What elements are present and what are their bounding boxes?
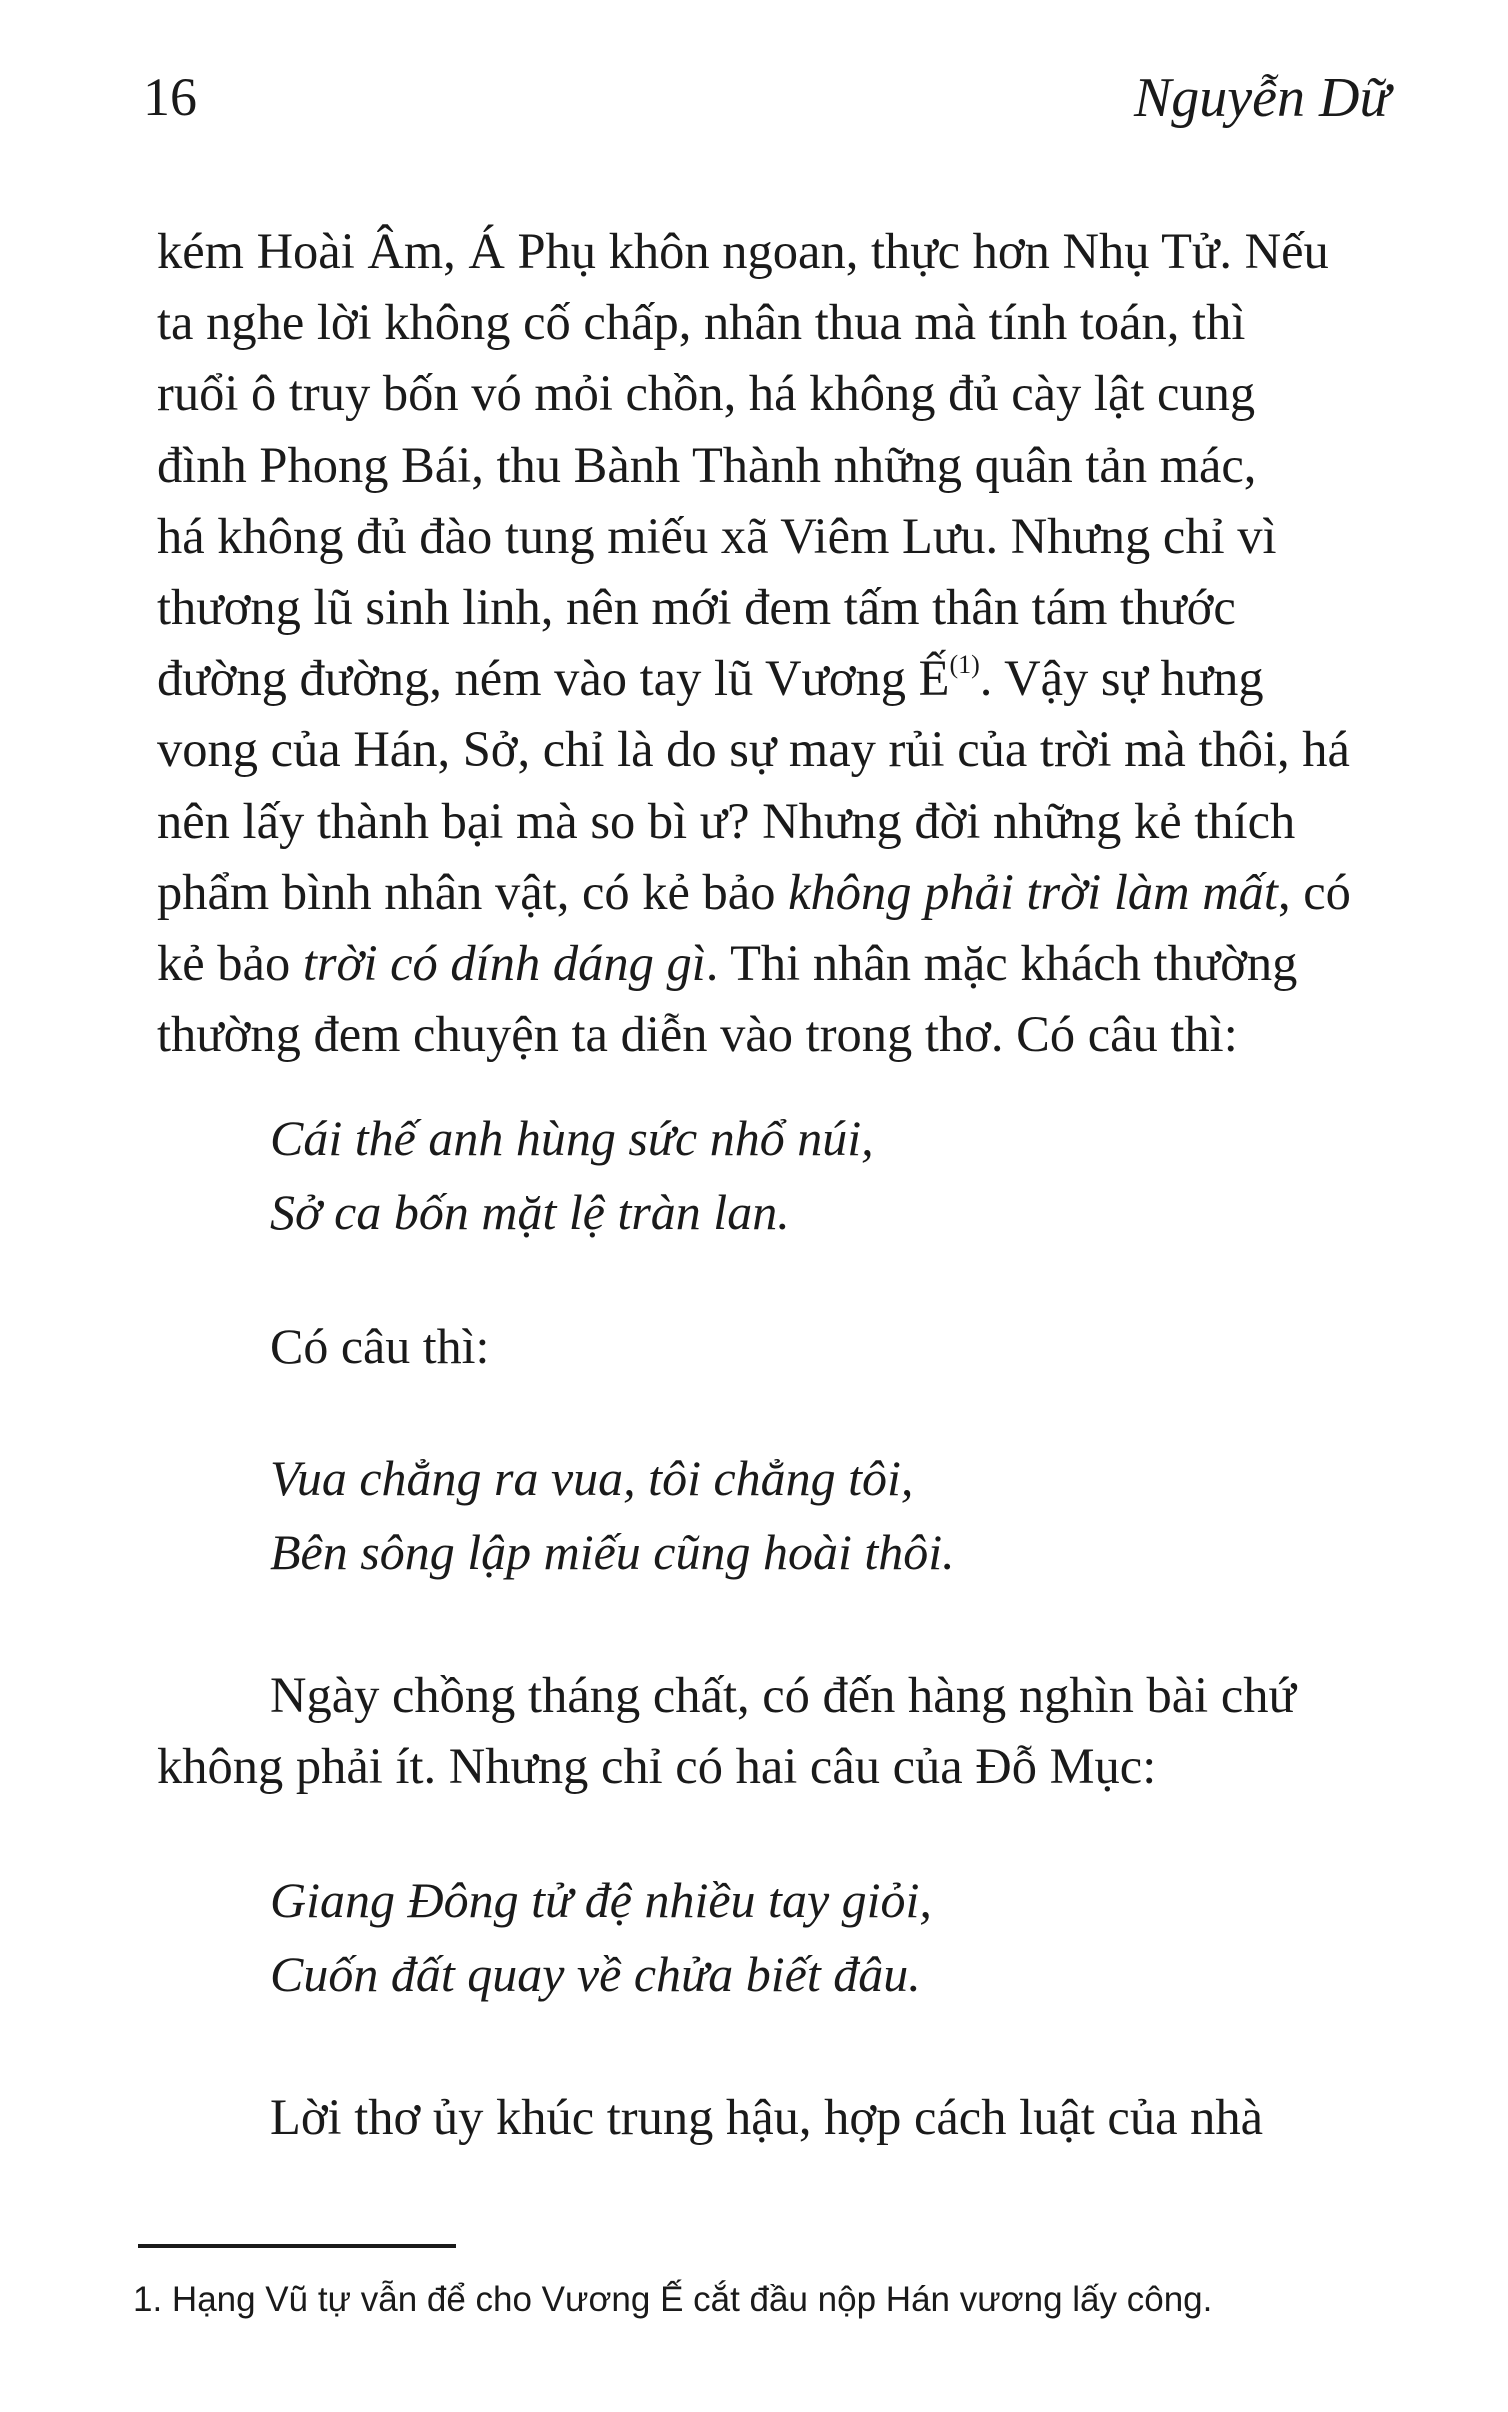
text-line: không phải ít. Nhưng chỉ có hai câu của Đỗ Mục: xyxy=(157,1738,1157,1795)
verse-line: Bên sông lập miếu cũng hoài thôi. xyxy=(270,1524,955,1580)
footnote-divider xyxy=(138,2244,456,2248)
text-line-content: thường đem chuyện ta diễn vào trong thơ. Có câu thì: xyxy=(157,1006,1238,1063)
text-line xyxy=(157,501,1397,572)
footnote-reference[interactable]: (1) xyxy=(949,650,980,680)
text-line-content: đình Phong Bái, thu Bành Thành những quân tản mác, xyxy=(157,436,1257,493)
main-paragraph xyxy=(157,216,1397,1070)
text-line-content: thương lũ sinh linh, nên mới đem tấm thân tám thước xyxy=(157,578,1236,635)
verse-line: Giang Đông tử đệ nhiều tay giỏi, xyxy=(270,1872,932,1928)
text-line-content: phẩm bình nhân vật, có kẻ bảo xyxy=(157,863,789,920)
text-line xyxy=(157,643,1397,714)
italic-phrase: trời có dính dáng gì xyxy=(302,934,706,991)
text-line-content: kẻ bảo xyxy=(157,934,303,991)
text-line-content: nên lấy thành bại mà so bì ư? Nhưng đời những kẻ thích xyxy=(157,792,1296,849)
text-line-content: kém Hoài Âm, Á Phụ khôn ngoan, thực hơn Nhụ Tử. Nếu xyxy=(157,223,1329,279)
text-line-content: há không đủ đào tung miếu xã Viêm Lưu. Nhưng chỉ vì xyxy=(157,507,1277,564)
text-line-content: ruổi ô truy bốn vó mỏi chồn, há không đủ cày lật cung xyxy=(157,365,1256,422)
text-line xyxy=(157,786,1397,857)
italic-phrase: không phải trời làm mất xyxy=(788,863,1278,920)
text-line-content: . Vậy sự hưng xyxy=(979,650,1264,707)
text-line-content: , có xyxy=(1277,863,1351,920)
text-line xyxy=(157,857,1397,928)
text-line xyxy=(157,430,1397,501)
text-line-content: đường đường, ném vào tay lũ Vương Ế xyxy=(157,650,950,707)
text-line-content: ta nghe lời không cố chấp, nhân thua mà tính toán, thì xyxy=(157,294,1246,351)
text-line: Lời thơ ủy khúc trung hậu, hợp cách luật của nhà xyxy=(270,2089,1264,2145)
text-line xyxy=(157,928,1397,999)
text-line xyxy=(157,287,1397,358)
text-line xyxy=(157,572,1397,643)
text-line: Ngày chồng tháng chất, có đến hàng nghìn bài chứ xyxy=(270,1667,1296,1723)
footnote: 1. Hạng Vũ tự vẫn để cho Vương Ế cắt đầu nộp Hán vương lấy công. xyxy=(133,2280,1213,2319)
running-title: Nguyễn Dữ xyxy=(1133,67,1390,129)
paragraph xyxy=(157,2082,1397,2153)
verse-line: Vua chẳng ra vua, tôi chẳng tôi, xyxy=(270,1450,914,1506)
verse-line: Cái thế anh hùng sức nhổ núi, xyxy=(270,1110,874,1166)
verse-intro: Có câu thì: xyxy=(270,1318,490,1374)
page-number: 16 xyxy=(143,67,197,127)
text-line-content: . Thi nhân mặc khách thường xyxy=(705,934,1298,991)
verse-line: Cuốn đất quay về chửa biết đâu. xyxy=(270,1946,921,2002)
text-line xyxy=(157,216,1397,287)
verse-line: Sở ca bốn mặt lệ tràn lan. xyxy=(270,1184,790,1240)
text-line xyxy=(157,999,1397,1070)
paragraph xyxy=(157,1660,1397,1802)
text-line xyxy=(157,358,1397,429)
text-line xyxy=(157,714,1397,785)
text-line-content: vong của Hán, Sở, chỉ là do sự may rủi của trời mà thôi, há xyxy=(157,721,1350,778)
